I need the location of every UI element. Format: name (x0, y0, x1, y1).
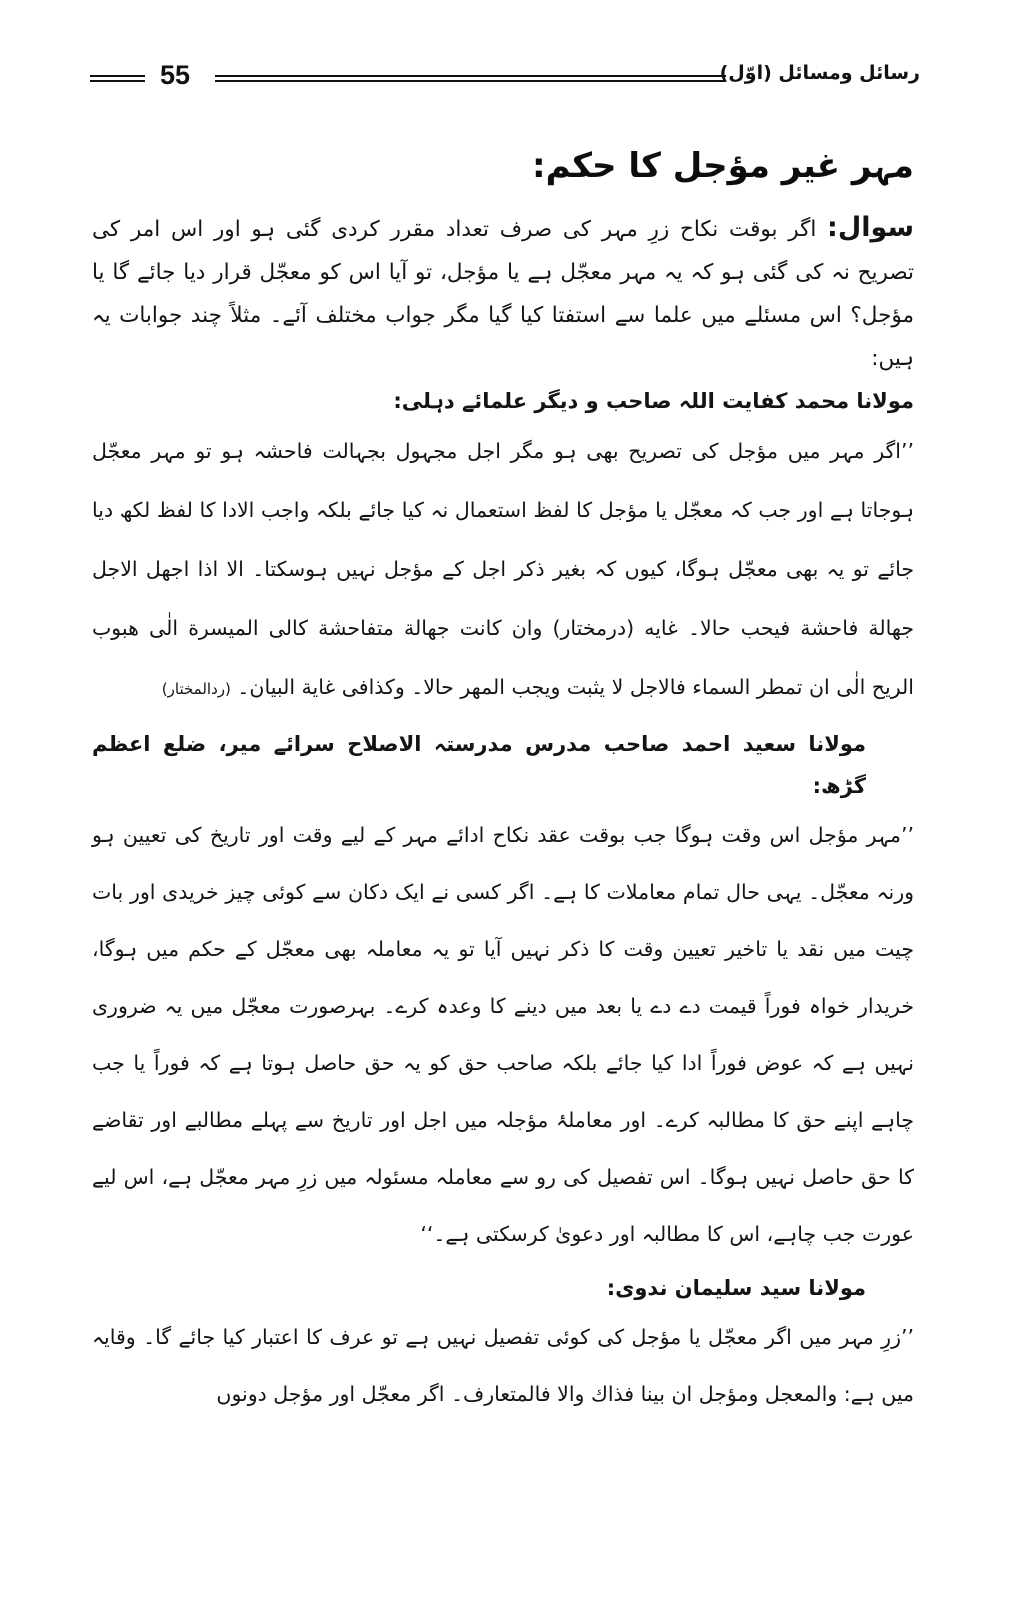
answer1-quote (92, 422, 914, 719)
answer3-quote: ’’زرِ مہر میں اگر معجّل یا مؤجل کی کوئی تفصیل نہیں ہے تو عرف کا اعتبار کیا جائے گا۔ وقایہ میں ہے: والمعجل ومؤجل ان بینا فذاك والا فالمتعارف۔ اگر معجّل اور مؤجل دونوں (92, 1325, 914, 1406)
running-header (90, 60, 920, 96)
question-label: سوال: (827, 212, 914, 243)
answer1-speaker: مولانا محمد کفایت اللہ صاحب و دیگر علمائے دہلی: (393, 389, 914, 413)
page-number: 55 (160, 60, 191, 90)
question-text: اگر بوقت نکاح زرِ مہر کی صرف تعداد مقرر کردی گئی ہو اور اس امر کی تصریح نہ کی گئی ہو کہ یہ مہر معجّل ہے یا مؤجل، تو آیا اس کو معجّل قرار دیا جائے گا یا مؤجل؟ اس مسئلے میں علما سے استفتا کیا گیا مگر جواب مختلف آئے۔ مثلاً چند جوابات یہ ہیں: (92, 217, 914, 371)
answer1-source: (ردالمختار) (161, 680, 231, 698)
answer1-text: ’’اگر مہر میں مؤجل کی تصریح بھی ہو مگر اجل مجہول بجہالت فاحشہ ہو تو مہر معجّل ہوجاتا ہے اور جب کہ معجّل یا مؤجل کا لفظ استعمال نہ کیا جائے بلکہ واجب الادا کا لفظ لکھ دیا جائے تو یہ بھی معجّل ہوگا، کیوں کہ بغیر ذکر اجل کے مؤجل نہیں ہوسکتا۔ الا اذا اجھل الاجل جھالة فاحشة فیحب حالا۔ غایه (درمختار) وان کانت جھالة متفاحشة کالی المیسرة الٰی ھبوب الریح الٰی ان تمطر السماء فالاجل لا یثبت ویجب المھر حالا۔ وکذافی غایة البیان۔ (92, 439, 914, 699)
header-rule-left (90, 75, 145, 82)
answer2-quote: ’’مہر مؤجل اس وقت ہوگا جب بوقت عقد نکاح ادائے مہر کے لیے وقت اور تاریخ کی تعیین ہو ورنہ معجّل۔ یہی حال تمام معاملات کا ہے۔ اگر کسی نے ایک دکان سے کوئی چیز خریدی اور بات چیت میں نقد یا تاخیر تعیین وقت کا ذکر نہیں آیا تو یہ معاملہ بھی معجّل کے حکم میں ہوگا، خریدار خواہ فوراً قیمت دے دے یا بعد میں دینے کا وعدہ کرے۔ بہرصورت معجّل میں یہ ضروری نہیں ہے کہ عوض فوراً ادا کیا جائے بلکہ صاحب حق کو یہ حق حاصل ہوتا ہے کہ فوراً یا جب چاہے اپنے حق کا مطالبہ کرے۔ اور معاملۂ مؤجلہ میں اجل اور تاریخ سے پہلے مطالبے اور تقاضے کا حق حاصل نہیں ہوگا۔ اس تفصیل کی رو سے معاملہ مسئولہ میں زرِ مہر معجّل ہے، اس لیے عورت جب چاہے، اس کا مطالبہ اور دعویٰ کرسکتی ہے۔‘‘ (92, 823, 914, 1246)
question-paragraph (92, 206, 914, 380)
page-body (92, 138, 914, 1423)
book-title: رسائل ومسائل (اوّل) (710, 62, 920, 84)
answer2-speaker: مولانا سعید احمد صاحب مدرس مدرستہ الاصلاح سرائے میر، ضلع اعظم گڑھ: (92, 732, 866, 798)
header-rule-middle (215, 75, 700, 82)
answer3-speaker: مولانا سید سلیمان ندوی: (606, 1276, 866, 1300)
section-heading: مہر غیر مؤجل کا حکم: (531, 146, 914, 186)
